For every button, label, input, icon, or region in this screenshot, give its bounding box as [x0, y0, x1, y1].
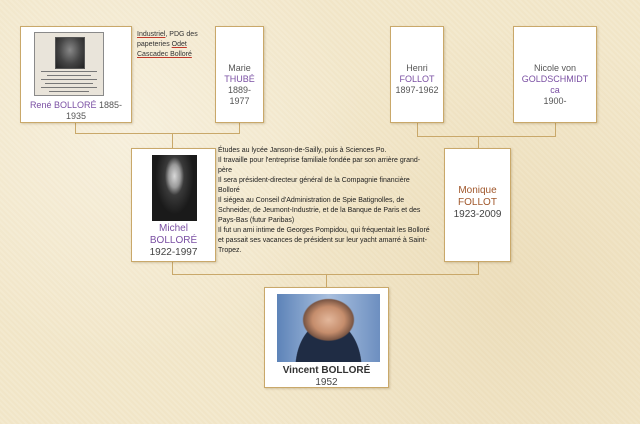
bio-line: Il travaille pour l'entreprise familiale fondée par son arrière grand-père [218, 157, 421, 174]
first-name: Nicole von [533, 63, 577, 73]
life-years: 1885-1935 [65, 100, 123, 121]
life-years: 1923-2009 [453, 209, 502, 220]
obituary-card-image [34, 32, 104, 96]
life-years: 1897-1962 [395, 85, 439, 95]
portrait-photo [277, 294, 380, 362]
life-years: 1900- [543, 96, 567, 106]
person-card-monique[interactable] [444, 148, 511, 262]
person-card-vincent[interactable] [264, 287, 389, 388]
last-name: BOLLORÉ [321, 365, 371, 376]
michel-biography [218, 146, 430, 256]
note-link-company[interactable]: Odet Cascadec Bolloré [137, 41, 192, 58]
connector-rene-marie [75, 133, 240, 134]
note-text: , PDG des papeteries [137, 31, 198, 48]
first-name: Monique [458, 185, 497, 196]
first-name: Michel [159, 223, 188, 234]
note-link-industriel[interactable]: Industriel [137, 31, 166, 38]
last-name: FOLLOT [399, 74, 435, 84]
connector-parents-michel [172, 133, 173, 148]
last-name: BOLLORÉ [53, 100, 97, 110]
person-card-marie[interactable] [215, 26, 264, 123]
connector-monique [478, 262, 479, 274]
last-name: FOLLOT [458, 197, 497, 208]
person-name [25, 100, 127, 122]
connector-nicole [555, 123, 556, 136]
connector-michel [172, 262, 173, 274]
connector-parents-monique [478, 136, 479, 148]
person-card-henri[interactable] [390, 26, 444, 123]
connector-rene [75, 123, 76, 133]
first-name: René [29, 100, 52, 110]
person-card-rene[interactable] [20, 26, 132, 123]
person-card-nicole[interactable] [513, 26, 597, 123]
person-card-michel[interactable] [131, 148, 216, 262]
life-years: 1889-1977 [227, 85, 252, 106]
portrait-photo [152, 155, 197, 221]
bio-line: Études au lycée Janson-de-Sailly, puis à Sciences Po. [218, 147, 387, 154]
bio-line: Il siégea au Conseil d'Administration de Spie Batignolles, de Schneider, de Jeumont-Industrie, et de la Banque de Paris et des Pays-Bas (futur Paribas) [218, 197, 421, 224]
last-name: THUBÉ [224, 74, 255, 84]
connector-henri-nicole [417, 136, 556, 137]
first-name: Henri [406, 63, 428, 73]
connector-parents-vincent [326, 274, 327, 287]
birth-year: 1952 [315, 377, 338, 388]
last-name: BOLLORÉ [149, 235, 198, 246]
rene-note [137, 30, 213, 60]
first-name: Marie [228, 63, 251, 73]
portrait-photo [55, 37, 85, 69]
bio-line: Il fut un ami intime de Georges Pompidou, qui fréquentait les Bolloré et passait ses vacances de président sur leur yacht amarré à Saint-Tropez. [218, 227, 430, 254]
bio-line: Il sera président-directeur général de la Compagnie financière Bolloré [218, 177, 410, 194]
connector-henri [417, 123, 418, 136]
last-name: GOLDSCHMIDT ca [521, 74, 589, 95]
connector-marie [239, 123, 240, 133]
first-name: Vincent [282, 365, 319, 376]
life-years: 1922-1997 [149, 247, 198, 258]
